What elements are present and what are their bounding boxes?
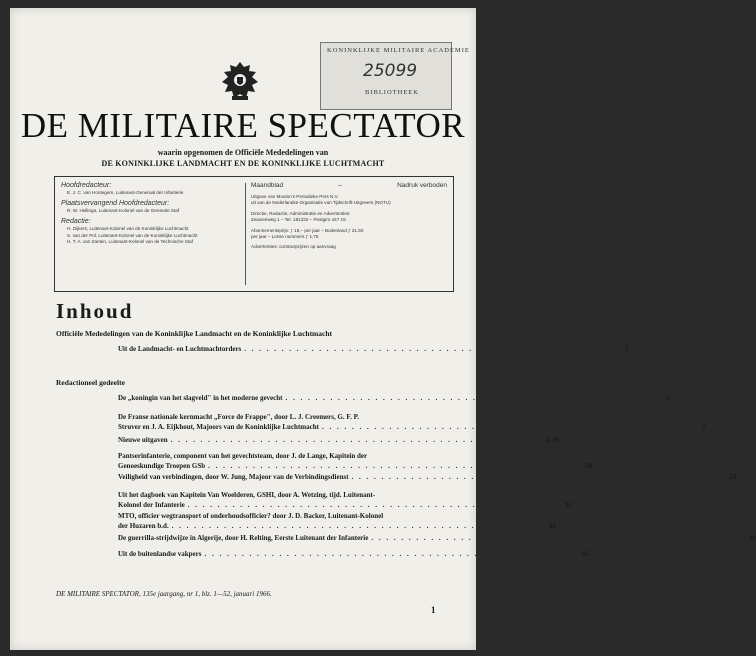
toc-entry — [118, 394, 670, 404]
crest-emblem-icon — [218, 60, 262, 102]
publisher-line: per jaar – Losse nummers ƒ 1,75 — [251, 234, 319, 240]
editorial-section-heading: Redactioneel gedeelte — [56, 378, 125, 387]
toc-entry-line — [118, 394, 670, 404]
info-divider — [245, 183, 246, 285]
stamp-institution: KONINKLIJKE MILITAIRE ACADEMIE — [327, 47, 470, 54]
publisher-blocks — [251, 190, 447, 251]
toc-entry — [118, 512, 556, 531]
toc-entry-line — [118, 521, 556, 532]
staff-role-heading: Redactie: — [61, 218, 91, 226]
magazine-page — [10, 8, 756, 650]
masthead-subtitle-2: DE KONINKLIJKE LANDMACHT EN DE KONINKLIJKE LUCHTMACHT — [101, 159, 385, 168]
toc-entry — [118, 452, 593, 471]
editorial-info-box — [54, 176, 454, 292]
toc-page-number: 20 — [585, 461, 593, 470]
toc-entry — [118, 345, 629, 355]
toc-leader-dots: . . . . . . . . . . . . . . . . . . . . . . . . . . . . . . . . . . . . . . . . . . . . . . . . . . — [351, 473, 723, 481]
toc-page-number: 2 — [625, 345, 629, 353]
toc-entry-title: Struver en J. A. Eijkhout, Majoors van de Koninklijke Luchtmacht — [118, 422, 319, 431]
toc-entry-title: Nieuwe uitgaven — [118, 436, 168, 444]
toc-entry-title: Uit de buitenlandse vakpers — [118, 550, 202, 558]
toc-entry-line — [118, 452, 436, 462]
library-stamp — [320, 42, 470, 110]
toc-page-number: 4, 19 — [544, 436, 559, 444]
copyright-label: Nadruk verboden — [397, 182, 447, 189]
toc-entry — [118, 413, 707, 432]
publisher-line: Zwanenweg 1 – Tel. 181332 – Postgiro 447 15 — [251, 217, 346, 223]
toc-entry-line — [118, 461, 593, 472]
publisher-line: Abonnementsprijs: ƒ 18,– per jaar – Buitenland ƒ 21,50 — [251, 227, 364, 233]
toc-entry-title: Pantserinfanterie, component van het gevechtsteam, door J. de Lange, Kapitein der — [118, 452, 368, 460]
publisher-line: Advertenties: contractprijzen op aanvraag — [251, 244, 336, 250]
stamp-number: 25099 — [363, 61, 418, 81]
toc-entry-line — [118, 500, 573, 511]
toc-entry-title: De „koningin van het slagveld" in het moderne gevecht — [118, 394, 283, 402]
toc-entry — [118, 550, 589, 560]
toc-leader-dots: . . . . . . . . . . . . . . . . . . . . . . . . . . . . . . . . . . . . . . . . . . . . . . . . . . — [170, 436, 542, 444]
toc-page-number: 5 — [702, 422, 707, 431]
toc-entry — [118, 491, 573, 510]
toc-page-number: 24 — [728, 473, 736, 481]
staff-role-heading: Plaatsvervangend Hoofdredacteur: — [61, 200, 170, 208]
toc-leader-dots: . . . . . . . . . . . . . . . . . . . . . . . . . . . . . . . . . . . . . . . . . . . . . . . . . . — [321, 422, 694, 431]
toc-entry-line — [118, 413, 436, 423]
toc-entry-line — [118, 534, 756, 544]
toc-entry-title: De Franse nationale kernmacht „Force de Frappe", door L. J. Creemers, G. F. P. — [118, 413, 359, 421]
toc-entry-title: Kolonel der Infanterie — [118, 500, 185, 509]
toc-entry-title: De guerrilla-strijdwijze in Algerije, door H. Relting, Eerste Luitenant der Infanterie — [118, 534, 369, 542]
publication-type — [251, 181, 447, 190]
toc-leader-dots: . . . . . . . . . . . . . . . . . . . . . . . . . . . . . . . . . . . . . . . . . . . . . . . . . . — [244, 345, 616, 353]
toc-entry-line — [118, 550, 589, 560]
staff-member: S. van der Pol, Luitenant-Kolonel van de Koninklijke Luchtmacht — [67, 232, 198, 238]
toc-page-number: 36 — [548, 521, 556, 530]
stamp-department: BIBLIOTHEEK — [365, 89, 419, 96]
toc-page-number: 32 — [565, 500, 573, 509]
toc-leader-dots: . . . . . . . . . . . . . . . . . . . . . . . . . . . . . . . . . . . . . . . . . . . . . . . . . . — [208, 461, 580, 470]
toc-entry — [118, 473, 736, 483]
publisher-info — [251, 181, 447, 251]
issue-footer: DE MILITAIRE SPECTATOR, 135e jaargang, nr 1, blz. 1—52, januari 1966. — [56, 590, 272, 598]
separator-dash: – — [338, 182, 342, 189]
toc-entry-title: der Huzaren b.d. — [118, 521, 169, 530]
toc-entry-title: Uit de Landmacht- en Luchtmachtorders — [118, 345, 242, 353]
toc-title: Inhoud — [56, 299, 134, 323]
toc-entry — [118, 436, 559, 446]
toc-entry-line — [118, 436, 559, 446]
staff-member: H. Dijkers, Luitenant-Kolonel van de Koninklijke Luchtmacht — [67, 226, 189, 232]
toc-entry-line — [118, 512, 436, 522]
publisher-line: Directie, Redactie, Administratie en Advertenties: — [251, 210, 351, 216]
toc-entry-line — [118, 422, 707, 433]
official-section-heading: Officiële Mededelingen van de Koninklijke Landmacht en de Koninklijke Luchtmacht — [56, 329, 333, 338]
masthead-title: DE MILITAIRE SPECTATOR — [20, 106, 466, 145]
toc-entry-title: Genoeskundige Troepen GSb — [118, 461, 206, 470]
toc-entry-title: Uit het dagboek van Kapitein Van Woelderen, GSHI, door A. Wetzing, tijd. Luitenant- — [118, 491, 376, 499]
toc-leader-dots: . . . . . . . . . . . . . . . . . . . . . . . . . . . . . . . . . . . . . . . . . . . . . . . . . . — [371, 534, 743, 542]
toc-entry-title: Veiligheid van verbindingen, door W. Jung, Majoor van de Verbindingsdienst — [118, 473, 349, 481]
toc-entry-line — [118, 491, 436, 501]
masthead-subtitle-1: waarin opgenomen de Officiële Mededelingen van — [157, 148, 329, 157]
publisher-line: uit van de Nederlandse Organisatie van Tijdschrift-Uitgevers (NOTU) — [251, 200, 391, 206]
staff-member: H. T. A. van Zanten, Luitenant-Kolonel van de Technische Staf — [67, 238, 193, 244]
toc-leader-dots: . . . . . . . . . . . . . . . . . . . . . . . . . . . . . . . . . . . . . . . . . . . . . . . . . . — [204, 550, 576, 558]
toc-leader-dots: . . . . . . . . . . . . . . . . . . . . . . . . . . . . . . . . . . . . . . . . . . . . . . . . . . — [171, 521, 543, 530]
toc-page-number: 42 — [581, 550, 589, 558]
toc-entry-title: MTO, officier wegtransport of onderhoudsofficier? door J. D. Backer, Luitenant-Kolonel — [118, 512, 384, 520]
staff-member: E. J. C. van Hootegem, Luitenant-Generaal der Infanterie — [67, 190, 184, 195]
toc-page-number: 3 — [666, 394, 670, 402]
staff-role-heading: Hoofdredacteur: — [61, 182, 112, 189]
toc-entry — [118, 534, 756, 544]
frequency-label: Maandblad — [251, 182, 284, 189]
toc-entry-line — [118, 473, 736, 483]
page-number: 1 — [431, 605, 436, 615]
toc-leader-dots: . . . . . . . . . . . . . . . . . . . . . . . . . . . . . . . . . . . . . . . . . . . . . . . . . . — [187, 500, 560, 509]
toc-leader-dots: . . . . . . . . . . . . . . . . . . . . . . . . . . . . . . . . . . . . . . . . . . . . . . . . . . — [285, 394, 657, 402]
staff-member: R. W. Hellinga, Luitenant-Kolonel van de Generale Staf — [67, 208, 180, 214]
editorial-staff — [61, 181, 241, 245]
toc-entry-line — [118, 345, 629, 355]
publisher-line: Uitgave van Mouton's Periodieke Pers N.V. — [251, 194, 339, 199]
toc-page-number: 39 — [748, 534, 756, 542]
